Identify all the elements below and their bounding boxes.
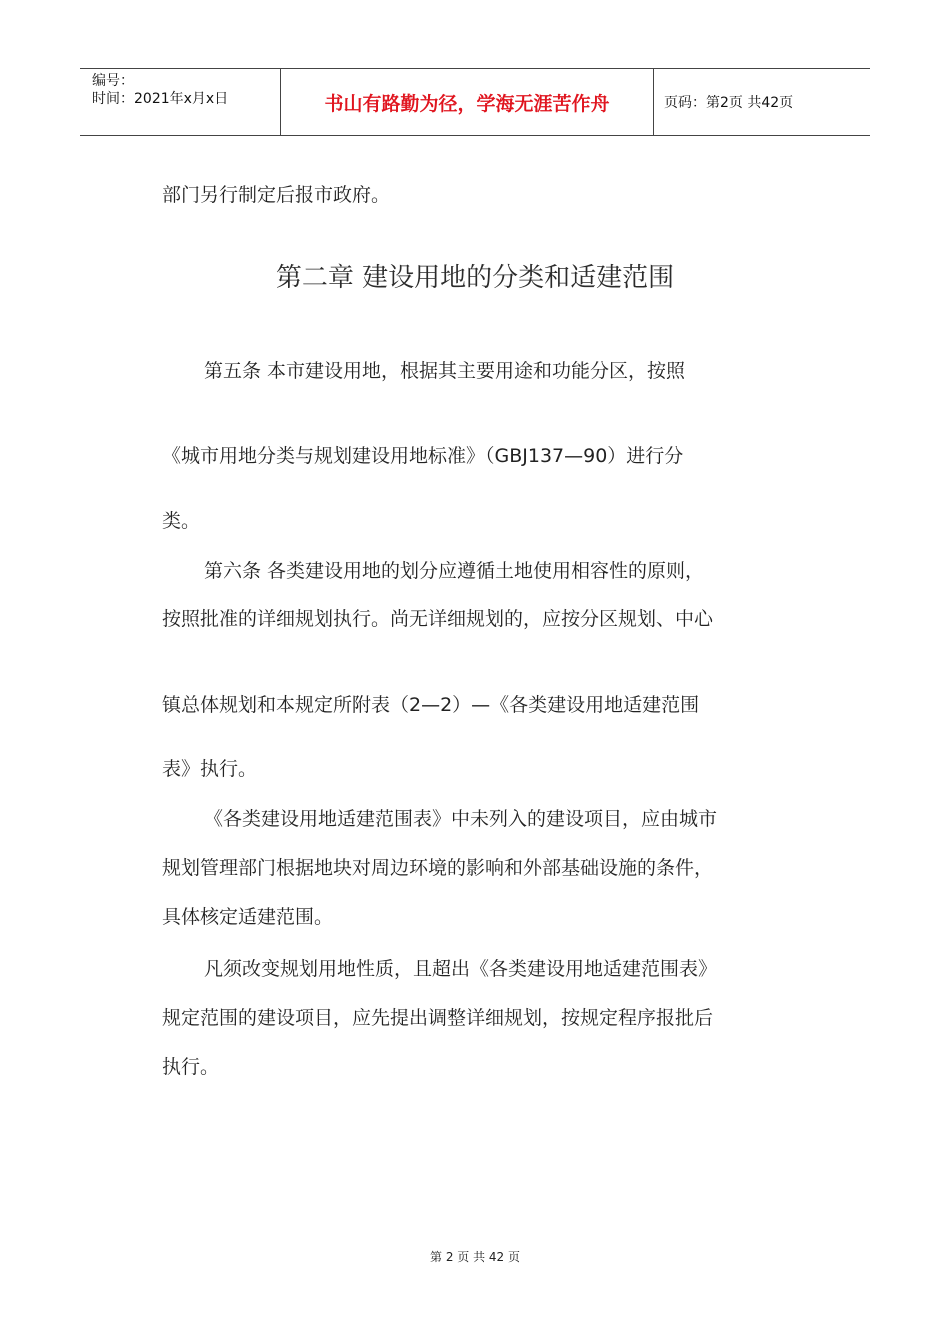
page-header bbox=[80, 68, 870, 136]
article-6-line-3: 镇总体规划和本规定所附表（2—2）—《各类建设用地适建范围 bbox=[162, 694, 700, 716]
paragraph-3-line-3: 具体核定适建范围。 bbox=[162, 906, 334, 928]
article-6-line-4: 表》执行。 bbox=[162, 758, 258, 780]
continued-text: 部门另行制定后报市政府。 bbox=[162, 184, 391, 206]
article-6-line-1: 第六条 各类建设用地的划分应遵循土地使用相容性的原则， bbox=[204, 560, 705, 582]
paragraph-4-line-3: 执行。 bbox=[162, 1056, 220, 1078]
header-page-info: 页码：第2页 共42页 bbox=[664, 95, 794, 111]
article-6-line-2: 按照批准的详细规划执行。尚无详细规划的，应按分区规划、中心 bbox=[162, 608, 714, 630]
article-5-line-3: 类。 bbox=[162, 510, 201, 532]
page-footer: 第 2 页 共 42 页 bbox=[430, 1250, 520, 1264]
paragraph-3-line-2: 规划管理部门根据地块对周边环境的影响和外部基础设施的条件， bbox=[162, 857, 714, 879]
header-meta bbox=[80, 69, 281, 135]
paragraph-3-line-1: 《各类建设用地适建范围表》中未列入的建设项目，应由城市 bbox=[204, 808, 718, 830]
paragraph-4-line-1: 凡须改变规划用地性质，且超出《各类建设用地适建范围表》 bbox=[204, 958, 718, 980]
article-5-line-2: 《城市用地分类与规划建设用地标准》（GBJ137—90）进行分 bbox=[162, 445, 684, 467]
paragraph-4-line-2: 规定范围的建设项目，应先提出调整详细规划，按规定程序报批后 bbox=[162, 1007, 714, 1029]
article-5-line-1: 第五条 本市建设用地，根据其主要用途和功能分区，按照 bbox=[204, 360, 686, 382]
doc-number-label: 编号： bbox=[92, 73, 134, 89]
doc-time-label: 时间：2021年x月x日 bbox=[92, 91, 229, 107]
header-motto: 书山有路勤为径，学海无涯苦作舟 bbox=[281, 69, 654, 135]
chapter-title: 第二章 建设用地的分类和适建范围 bbox=[275, 263, 675, 293]
